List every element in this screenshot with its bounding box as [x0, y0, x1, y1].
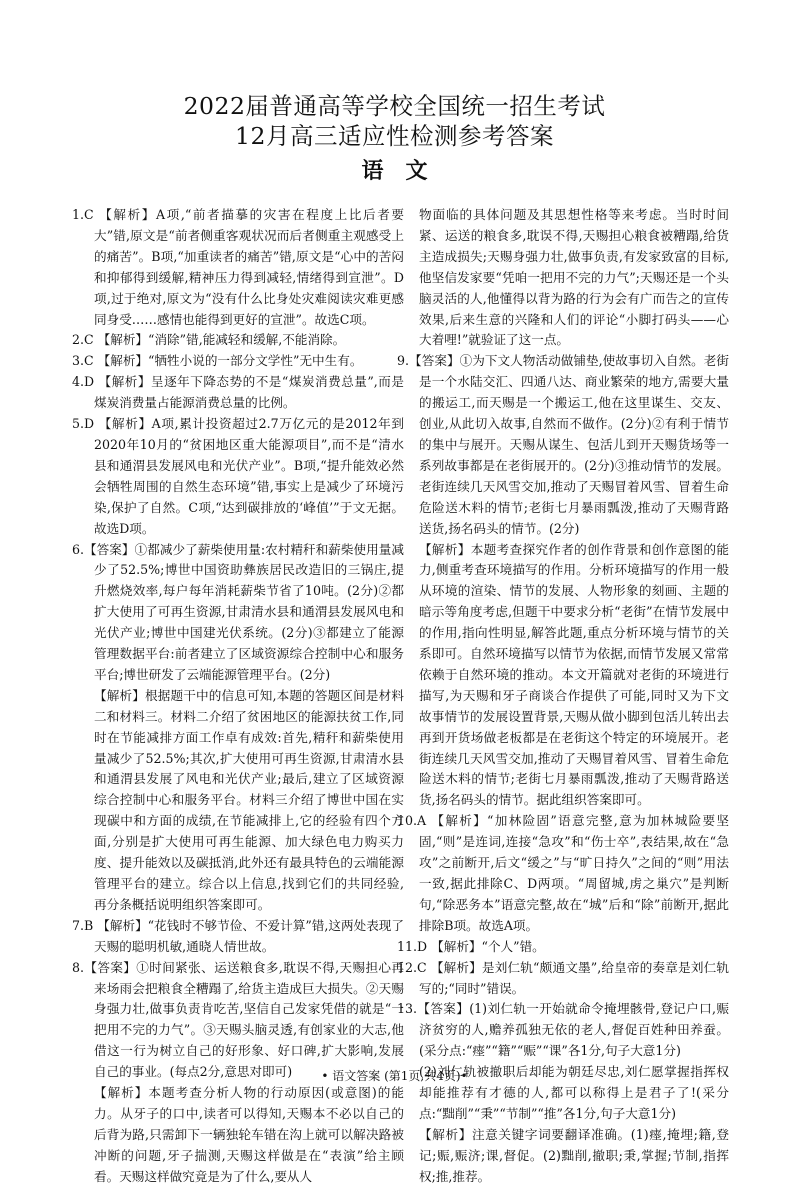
- answer-item-10: 10.A 【解析】“加林险固”语意完整,意为加林城险要坚固,“则”是连词,连接“急攻”和“伤士卒”,表结果,故在“急攻”之前断开,后文“缓之”与“旷日持久”之间的“则”用法一致,据此排除C、D两项。“周留城,虏之巢穴”是判断句,“除恶务本”语意完整,故在“城”后和“除”前断开,据此排除B项。故选A项。: [397, 813, 729, 933]
- answer-item-7: 7.B 【解析】“花钱时不够节俭、不爱计算”错,这两处表现了天赐的聪明机敏,通晓人情世故。: [72, 917, 404, 954]
- analysis-item-9: 【解析】本题考查探究作者的创作背景和创作意图的能力,侧重考查环境描写的作用。分析环境描写的作用一般从环境的渲染、情节的发展、人物形象的刻画、主题的暗示等角度考虑,但题干中要求分析“老街”在情节发展中的作用,指向性明显,解答此题,重点分析环境与情节的关系即可。自然环境描写以情节为依据,而情节发展又常常依赖于自然环境的推动。本文开篇就对老街的环境进行描写,为天赐和牙子商谈合作提供了可能,同时又为下文故事情节的发展设置背景,天赐从做小脚到包活儿转出去再到开货场做老板都是在老街这个特定的环境展开。老街连续几天风雪交加,推动了天赐冒着风雪、冒着生命危险送木料的情节;老街七月暴雨瓢泼,推动了天赐背路送货,扬名码头的情节。据此组织答案即可。: [419, 541, 729, 808]
- answer-item-3: 3.C 【解析】“牺牲小说的一部分文学性”无中生有。: [72, 353, 363, 369]
- answer-item-9: 9.【答案】①为下文人物活动做铺垫,使故事切入自然。老街是一个水陆交汇、四通八达、商业繁荣的地方,需要大量的搬运工,而天赐是一个搬运工,他在这里谋生、交友、创业,从此切入故事,自然而不做作。(2分)②有利于情节的集中与展开。天赐从谋生、包活儿到开天赐货场等一系列故事都是在老街展开的。(2分)③推动情节的发展。老街连续几天风雪交加,推动了天赐冒着风雪、冒着生命危险送木料的情节;老街七月暴雨瓢泼,推动了天赐背路送货,扬名码头的情节。(2分): [397, 353, 729, 536]
- answer-item-4: 4.D 【解析】呈逐年下降态势的不是“煤炭消费总量”,而是煤炭消费量占能源消费总量的比例。: [72, 374, 404, 411]
- analysis-item-8: 【解析】本题考查分析人物的行动原因(或意图)的能力。从牙子的口中,读者可以得知,天赐本不必以自己的后背为路,只需卸下一辆独轮车错在沟上就可以解决路被冲断的问题,牙子揣测,天赐这样做是在“表演”给主顾看。天赐这样做究竟是为了什么,要从人: [94, 1085, 404, 1184]
- page-footer: • 语文答案 (第1页,共4页)•: [321, 1069, 468, 1083]
- answer-item-8: 8.【答案】①时间紧张、运送粮食多,耽误不得,天赐担心再来场雨会把粮食全糟蹋了,给货主造成巨大损失。②天赐身强力壮,做事负责肯吃苦,坚信自己发家凭借的就是“一把用不完的力气”。③天赐头脑灵透,有创家业的大志,他借这一行为树立自己的好形象、好口碑,扩大影响,发展自己的事业。(每点2分,意思对即可): [72, 959, 404, 1080]
- analysis-item-13: 【解析】注意关键字词要翻译准确。(1)瘗,掩埋;籍,登记;赈,赈济;课,督促。(2)黜削,撤职;秉,掌握;节制,指挥权;推,推荐。: [419, 1126, 729, 1184]
- answer-item-12: 12.C 【解析】是刘仁轨“颇通文墨”,给皇帝的奏章是刘仁轨写的;“同时”错误。: [397, 959, 729, 996]
- answer-item-13: 13.【答案】(1)刘仁轨一开始就命令掩埋骸骨,登记户口,赈济贫穷的人,赡养孤独无依的老人,督促百姓种田养蚕。(采分点:“瘗”“籍”“赈”“课”各1分,句子大意1分): [397, 1001, 729, 1059]
- answer-item-11: 11.D 【解析】“个人”错。: [397, 938, 545, 954]
- answer-item-5: 5.D 【解析】A项,累计投资超过2.7万亿元的是2012年到2020年10月的“贫困地区重大能源项目”,而不是“清水县和通渭县发展风电和光伏产业”。B项,“提升能效必然会牺牲周围的自然生态环境”错,事实上是减少了环境污染,保护了自然。C项,“达到碳排放的‘峰值’”于文无据。故选D项。: [72, 416, 404, 536]
- answer-item-13-part2: (2)刘仁轨被撤职后却能为朝廷尽忠,刘仁愿掌握指挥权却能推荐有才德的人,都可以称得上是君子了!(采分点:“黜削”“秉”“节制”“推”各1分,句子大意1分): [419, 1064, 729, 1121]
- subject-heading: 语文: [361, 158, 450, 184]
- left-column: [72, 205, 404, 1188]
- analysis-item-6: 【解析】根据题干中的信息可知,本题的答题区间是材料二和材料三。材料二介绍了贫困地区的能源扶贫工作,同时在节能减排方面工作卓有成效:首先,精秆和薪柴使用量减少了52.5%;其次,扩大使用可再生资源,甘肃清水县和通渭县发展了风电和光伏产业;最后,建立了区域资源综合控制中心和服务平台。材料三介绍了博世中国在实现碳中和方面的成绩,在节能减排上,它的经验有四个方面,分别是扩大使用可再生能源、加大绿色电力购买力度、提升能效以及碳抵消,此外还有最具特色的云端能源管理平台的建立。综合以上信息,找到它们的共同经验,再分条概括说明组织答案即可。: [94, 687, 404, 912]
- answer-item-1: 1.C 【解析】A项,“前者描摹的灾害在程度上比后者要大”错,原文是“前者侧重客观状况而后者侧重主观感受上的痛苦”。B项,“加重读者的痛苦”错,原文是“心中的苦闷和抑郁得到缓解,精神压力得到减轻,情绪得到宣泄”。D项,过于绝对,原文为“没有什么比身处灾难阅读灾难更感同身受……感情也能得到更好的宣泄”。故选C项。: [72, 207, 404, 327]
- right-column: [397, 205, 729, 1188]
- answer-item-6: 6.【答案】①都减少了薪柴使用量:农村精秆和薪柴使用量减少了52.5%;博世中国资助彝族居民改造旧的三锅庄,提升燃烧效率,每户每年消耗薪柴节省了10吨。(2分)②都扩大使用了可再生资源,甘肃清水县和通渭县发展风电和光伏产业;博世中国建光伏系统。(2分)③都建立了能源管理数据平台:前者建立了区域资源综合控制中心和服务平台;博世研发了云端能源管理平台。(2分): [72, 541, 404, 682]
- exam-subtitle: 12月高三适应性检测参考答案: [235, 122, 554, 150]
- exam-title: 2022届普通高等学校全国统一招生考试: [183, 92, 606, 120]
- answer-item-2: 2.C 【解析】“消除”错,能减轻和缓解,不能消除。: [72, 332, 346, 348]
- analysis-item-8-continued: 物面临的具体问题及其思想性格等来考虑。当时时间紧、运送的粮食多,耽误不得,天赐担心粮食被糟蹋,给货主造成损失;天赐身强力壮,做事负责,有发家致富的目标,他坚信发家要“凭咱一把用不完的力气”;天赐还是一个头脑灵活的人,他懂得以背为路的行为会有广而告之的宣传效果,后来生意的兴隆和人们的评论“小脚打码头——心大着哩!”就验证了这一点。: [419, 207, 729, 348]
